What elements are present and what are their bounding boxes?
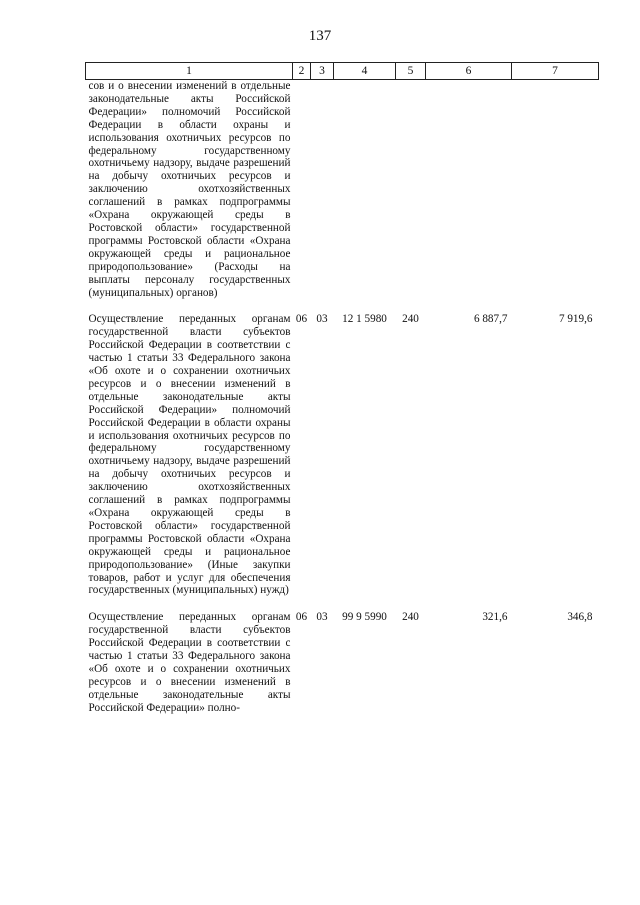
row-target-article <box>334 80 396 314</box>
row-section-code: 06 <box>295 313 308 326</box>
row-section-code <box>293 80 311 314</box>
row-expense-type: 240 <box>402 611 419 624</box>
row-target-article: 99 9 5990 <box>342 611 387 624</box>
header-col-1: 1 <box>86 63 293 80</box>
row-subsection-code <box>311 80 334 314</box>
page-number: 137 <box>308 28 332 44</box>
table-header <box>86 63 599 80</box>
row-subsection-code: 03 <box>316 313 328 326</box>
row-description: Осуществление переданных органам государственной власти субъектов Российской Федерации в соответствии с частью 1 статьи 33 Федерального закона «Об охоте и о сохранении охотничьих ресурсов и о внесении изменений в отдельные законодательные акты Российской Федерации» полномочий Российской Федерации в области охраны и использования охотничьих ресурсов по федеральному государственному охотничьему надзору, выдаче разрешений на добычу охотничьих ресурсов и заключению охотхозяйственных соглашений в рамках подпрограммы «Охрана окружающей среды в Ростовской области» государственной программы Ростовской области «Охрана окружающей среды и рациональное природопользование» (Иные закупки товаров, работ и услуг для обеспечения государственных (муниципальных) нужд) <box>88 313 291 597</box>
row-description: Осуществление переданных органам государственной власти субъектов Российской Федерации в соответствии с частью 1 статьи 33 Федерального закона «Об охоте и о сохранении охотничьих ресурсов и о внесении изменений в отдельные законодательные акты Российской Федерации» полно- <box>88 611 291 714</box>
table-row <box>86 611 599 728</box>
header-col-6: 6 <box>426 63 512 80</box>
row-section-code: 06 <box>295 611 308 624</box>
row-amount-year-1: 321,6 <box>482 611 508 624</box>
header-col-3: 3 <box>311 63 334 80</box>
row-amount-year-2: 346,8 <box>567 611 593 624</box>
row-amount-year-1 <box>426 80 512 314</box>
header-col-4: 4 <box>334 63 396 80</box>
row-target-article: 12 1 5980 <box>342 313 387 326</box>
table-row <box>86 80 599 314</box>
header-col-2: 2 <box>293 63 311 80</box>
row-amount-year-1: 6 887,7 <box>473 313 508 326</box>
table-row <box>86 313 599 611</box>
row-subsection-code: 03 <box>316 611 328 624</box>
row-expense-type: 240 <box>402 313 419 326</box>
row-amount-year-2: 7 919,6 <box>558 313 593 326</box>
row-expense-type <box>396 80 426 314</box>
row-amount-year-2 <box>512 80 599 314</box>
header-col-7: 7 <box>512 63 599 80</box>
header-row <box>86 63 599 80</box>
row-description: сов и о внесении изменений в отдельные законодательные акты Российской Федерации» полномочий Российской Федерации в области охраны и использования охотничьих ресурсов по федеральному государственному охотничьему надзору, выдаче разрешений на добычу охотничьих ресурсов и заключению охотхозяйственных соглашений в рамках подпрограммы «Охрана окружающей среды в Ростовской области» государственной программы Ростовской области «Охрана окружающей среды и рациональное природопользование» (Расходы на выплаты персоналу государственных (муниципальных) органов) <box>88 80 291 299</box>
budget-table <box>85 62 599 729</box>
header-col-5: 5 <box>396 63 426 80</box>
table-body <box>86 80 599 729</box>
